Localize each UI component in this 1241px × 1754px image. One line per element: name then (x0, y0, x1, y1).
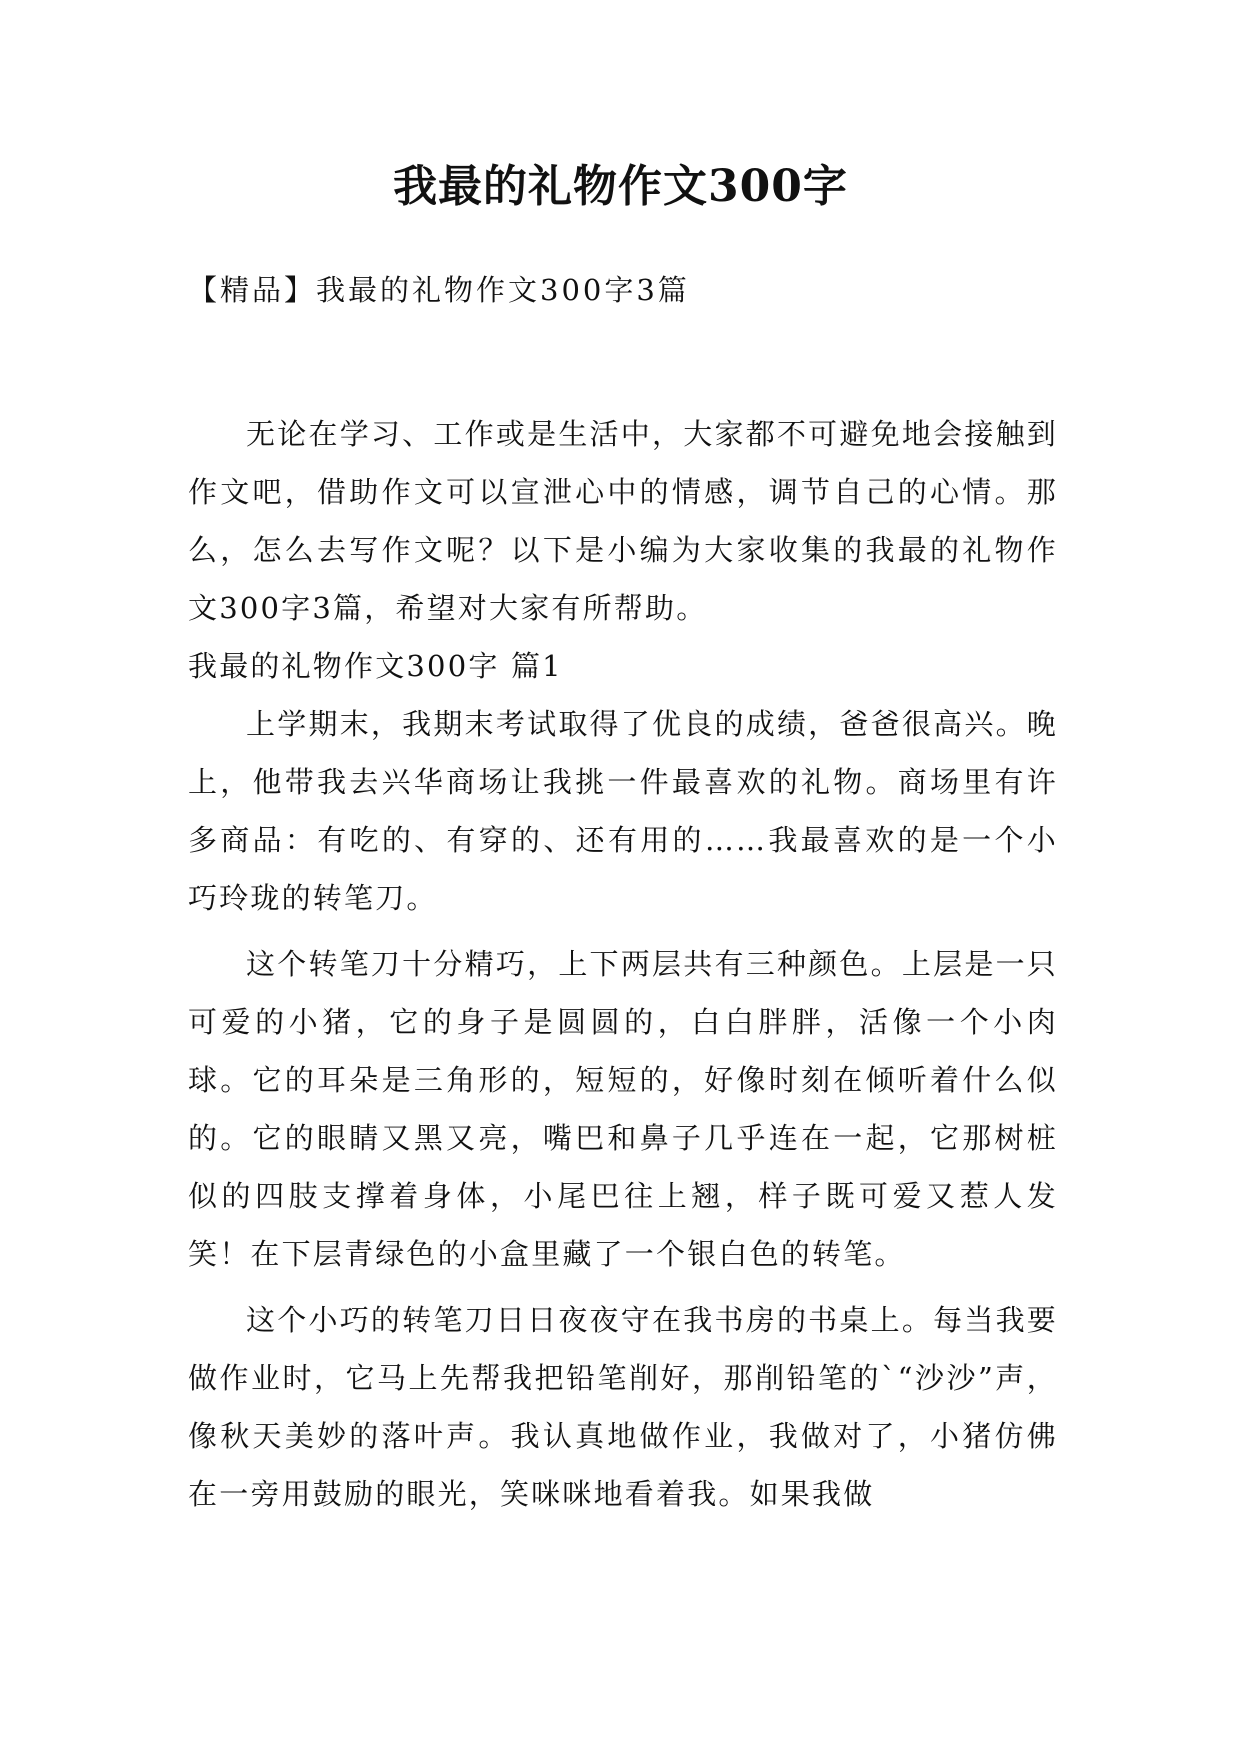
section-heading: 我最的礼物作文300字 篇1 (188, 649, 563, 683)
body-paragraph: 上学期末，我期末考试取得了优良的成绩，爸爸很高兴。晚上，他带我去兴华商场让我挑一件最喜欢的礼物。商场里有许多商品：有吃的、有穿的、还有用的……我最喜欢的是一个小巧玲珑的转笔刀。 (188, 707, 1058, 915)
body-paragraph: 这个小巧的转笔刀日日夜夜守在我书房的书桌上。每当我要做作业时，它马上先帮我把铅笔削好，那削铅笔的`“沙沙”声，像秋天美妙的落叶声。我认真地做作业，我做对了，小猪仿佛在一旁用鼓励的眼光，笑咪咪地看着我。如果我做 (188, 1303, 1058, 1511)
document-body (188, 405, 1058, 1523)
document-subtitle: 【精品】我最的礼物作文300字3篇 (188, 273, 690, 307)
intro-paragraph: 无论在学习、工作或是生活中，大家都不可避免地会接触到作文吧，借助作文可以宣泄心中的情感，调节自己的心情。那么，怎么去写作文呢？以下是小编为大家收集的我最的礼物作文300字3篇，希望对大家有所帮助。 (188, 417, 1058, 625)
document-title: 我最的礼物作文300字 (393, 161, 848, 212)
body-paragraph: 这个转笔刀十分精巧，上下两层共有三种颜色。上层是一只可爱的小猪，它的身子是圆圆的，白白胖胖，活像一个小肉球。它的耳朵是三角形的，短短的，好像时刻在倾听着什么似的。它的眼睛又黑又亮，嘴巴和鼻子几乎连在一起，它那树桩似的四肢支撑着身体，小尾巴往上翘，样子既可爱又惹人发笑！在下层青绿色的小盒里藏了一个银白色的转笔。 (188, 947, 1058, 1271)
